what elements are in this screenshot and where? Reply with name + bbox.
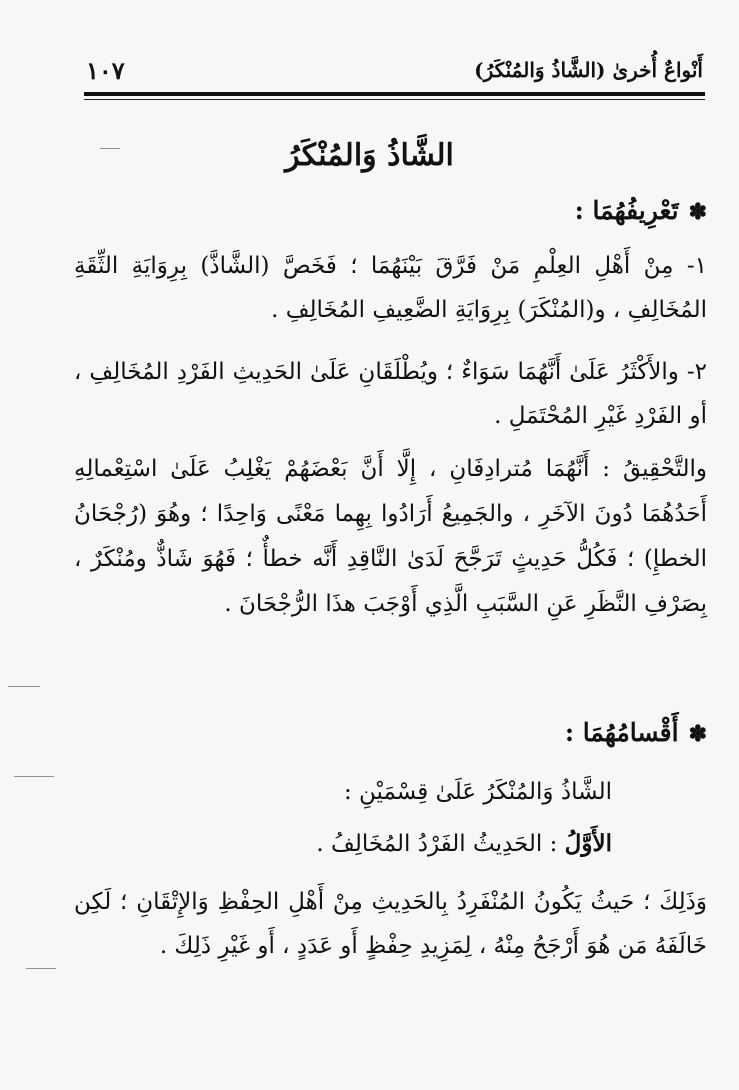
first-division [74, 822, 707, 866]
divisions-heading [74, 718, 707, 747]
scan-mark [100, 148, 120, 149]
page-number: ١٠٧ [86, 55, 125, 85]
first-division-text: : الحَدِيثُ الفَرْدُ المُخَالِفُ . [316, 831, 558, 857]
divisions-intro: الشَّاذُ وَالمُنْكَرُ عَلَىٰ قِسْمَيْنِ : [343, 779, 612, 805]
verification-paragraph: والتَّحْقِيقُ : أَنَّهُمَا مُترادِفَانِ ، إِلَّا أَنَّ بَعْضَهُمْ يَغْلِبُ عَلَىٰ اسْتِعْمالِهِ أَحَدُهُمَا دُونَ الآخَرِ ، والجَمِيعُ أَرَادُوا بِهِما مَعْنًى وَاحِدًا ؛ وهُوَ (رُجْحَانُ الخطإِ) ؛ فَكُلُّ حَدِيثٍ تَرَجَّحَ لَدَىٰ النَّاقِدِ أَنَّه خطأٌ ؛ فَهُوَ شَاذٌّ ومُنْكَرٌ ، بِصَرْفِ النَّظَرِ عَنِ السَّبَبِ الَّذِي أَوْجَبَ هذَا الرُّجْحَانَ . [74, 456, 707, 617]
star-bullet-icon: ✽ [688, 721, 707, 747]
star-bullet-icon: ✽ [688, 199, 707, 225]
header-rule-thin [84, 99, 705, 100]
scan-mark [26, 968, 56, 969]
first-division-label: الأَوَّلُ [564, 830, 612, 857]
divisions-heading-text: أَقْسامُهُمَا : [564, 718, 679, 747]
definition-item-1: ١- مِنْ أَهْلِ العِلْمِ مَنْ فَرَّقَ بَيْنَهُمَا ؛ فَخَصَّ (الشَّاذَّ) بِرِوَايَةِ الثِّقَةِ المُخَالِفِ ، و(المُنْكَرَ) بِرِوَايَةِ الضَّعِيفِ المُخَالِفِ . [74, 253, 707, 323]
definition-heading-text: تَعْرِيفُهُمَا : [574, 196, 679, 225]
scan-mark [8, 686, 40, 687]
explanation-paragraph: وَذَلِكَ ؛ حَيثُ يَكُونُ المُنْفَرِدُ بِالحَدِيثِ مِنْ أَهْلِ الحِفْظِ وَالإِتْقَانِ ؛ لَكِن خَالَفَهُ مَن هُوَ أَرْجَحُ مِنْهُ ، لِمَزِيدِ حِفْظٍ أَو عَدَدٍ ، أَو غَيْرِ ذَلِكَ . [74, 889, 707, 959]
scan-mark [14, 776, 54, 777]
header-rule-thick [84, 92, 705, 96]
definition-heading [74, 196, 707, 225]
definition-item-2: ٢- والأَكْثَرُ عَلَىٰ أَنَّهُمَا سَوَاءٌ ؛ ويُطْلَقَانِ عَلَىٰ الحَدِيثِ الفَرْدِ المُخَالِفِ ، أو الفَرْدِ غَيْرِ المُحْتَمَلِ . [74, 359, 707, 429]
page-header [86, 50, 703, 90]
running-title: أَنْواعٌ أُخرىٰ (الشَّاذُ وَالمُنْكَرُ) [474, 58, 703, 82]
chapter-title: الشَّاذُ وَالمُنْكَرُ [285, 138, 454, 173]
